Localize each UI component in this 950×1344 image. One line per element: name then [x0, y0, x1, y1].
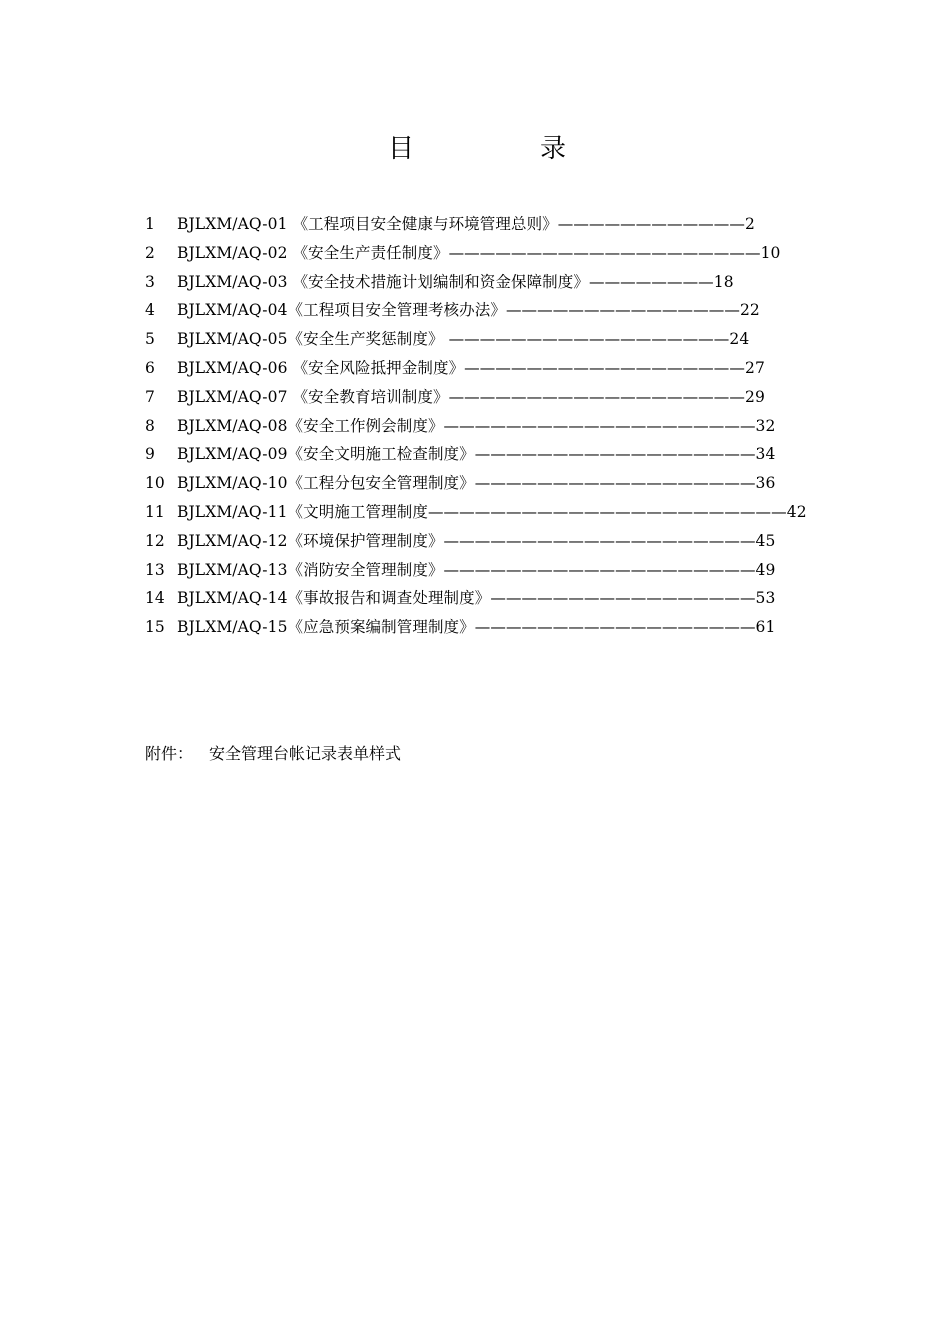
toc-number: 7: [145, 387, 155, 406]
title-char-1: 目: [388, 134, 415, 164]
toc-entry: BJLXM/AQ-04《工程项目安全管理考核办法》———————————————22: [177, 301, 760, 320]
toc-entry: BJLXM/AQ-08《安全工作例会制度》————————————————————32: [177, 416, 776, 435]
title-char-2: 录: [540, 134, 567, 164]
toc-row: [145, 239, 815, 268]
toc-entry: BJLXM/AQ-02 《安全生产责任制度》————————————————————10: [177, 243, 781, 262]
toc-number: 3: [145, 272, 155, 291]
toc-number: 15: [145, 618, 165, 637]
toc-entry: BJLXM/AQ-15《应急预案编制管理制度》——————————————————61: [177, 618, 776, 637]
page-title: [388, 132, 578, 166]
appendix-line: [145, 740, 401, 768]
toc-number: 12: [145, 531, 165, 550]
toc-row: [145, 584, 815, 613]
toc-entry: BJLXM/AQ-14《事故报告和调查处理制度》—————————————————53: [177, 589, 776, 608]
toc-number: 11: [145, 502, 165, 521]
toc-number: 13: [145, 560, 165, 579]
table-of-contents: [145, 210, 815, 642]
toc-row: [145, 210, 815, 239]
toc-number: 2: [145, 243, 155, 262]
toc-row: [145, 268, 815, 297]
toc-entry: BJLXM/AQ-01 《工程项目安全健康与环境管理总则》————————————2: [177, 215, 755, 233]
toc-entry: BJLXM/AQ-09《安全文明施工检查制度》——————————————————34: [177, 445, 776, 464]
toc-number: 5: [145, 330, 155, 349]
toc-number: 4: [145, 301, 155, 320]
toc-entry: BJLXM/AQ-13《消防安全管理制度》————————————————————49: [177, 560, 776, 579]
toc-entry: BJLXM/AQ-11《文明施工管理制度———————————————————————42: [177, 502, 807, 521]
toc-number: 14: [145, 589, 165, 608]
toc-row: [145, 412, 815, 441]
toc-number: 6: [145, 358, 155, 377]
toc-row: [145, 613, 815, 642]
toc-row: [145, 440, 815, 469]
toc-row: [145, 325, 815, 354]
toc-row: [145, 527, 815, 556]
toc-number: 9: [145, 445, 155, 464]
toc-number: 1: [145, 215, 155, 233]
toc-entry: BJLXM/AQ-03 《安全技术措施计划编制和资金保障制度》————————18: [177, 272, 734, 291]
toc-entry: BJLXM/AQ-12《环境保护管理制度》————————————————————45: [177, 531, 776, 550]
toc-entry: BJLXM/AQ-06 《安全风险抵押金制度》——————————————————27: [177, 358, 765, 377]
toc-number: 8: [145, 416, 155, 435]
toc-row: [145, 498, 815, 527]
toc-number: 10: [145, 474, 165, 493]
toc-entry: BJLXM/AQ-05《安全生产奖惩制度》 ——————————————————24: [177, 330, 750, 349]
toc-entry: BJLXM/AQ-07 《安全教育培训制度》———————————————————29: [177, 387, 765, 406]
appendix-text: 安全管理台帐记录表单样式: [209, 744, 402, 763]
toc-entry: BJLXM/AQ-10《工程分包安全管理制度》——————————————————36: [177, 474, 776, 493]
toc-row: [145, 469, 815, 498]
toc-row: [145, 354, 815, 383]
toc-row: [145, 296, 815, 325]
toc-row: [145, 383, 815, 412]
appendix-label: 附件：: [145, 744, 194, 763]
toc-row: [145, 556, 815, 585]
